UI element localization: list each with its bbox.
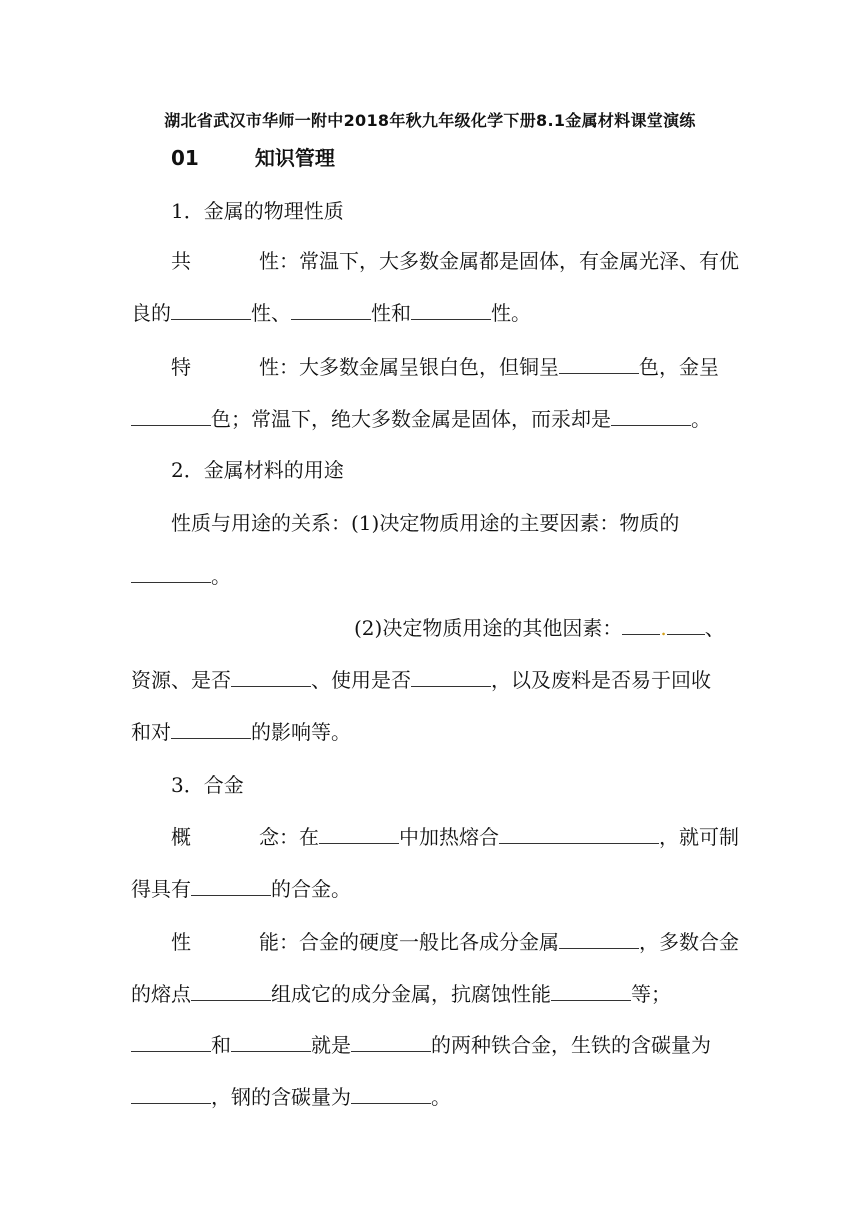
blank[interactable]: [351, 1081, 431, 1104]
blank[interactable]: [559, 351, 639, 374]
blank[interactable]: [171, 716, 251, 739]
blank[interactable]: [131, 403, 211, 426]
blank[interactable]: [667, 612, 705, 635]
blank[interactable]: [171, 297, 251, 320]
blank[interactable]: [191, 978, 271, 1001]
section-name: 知识管理: [254, 146, 335, 170]
relation-line-3: (2)决定物质用途的其他因素： . 、: [354, 612, 734, 643]
relation-line-5: 和对 的影响等。: [131, 716, 731, 747]
gainian-line-2: 得具有 的合金。: [131, 873, 731, 904]
blank[interactable]: [131, 1081, 211, 1104]
section-heading: [171, 143, 771, 173]
blank[interactable]: [351, 1029, 431, 1052]
gongxing-line-1: 共 性：常温下，大多数金属都是固体，有金属光泽、有优: [171, 249, 739, 273]
heading-1: 1．金属的物理性质: [171, 199, 344, 223]
blank[interactable]: [291, 297, 371, 320]
blank[interactable]: [411, 664, 491, 687]
blank[interactable]: [191, 873, 271, 896]
section-number: 01: [171, 146, 199, 170]
blank[interactable]: [231, 1029, 311, 1052]
texing-line-1: 特 性：大多数金属呈银白色，但铜呈 色，金呈: [171, 351, 731, 382]
xingneng-line-3: 和 就是 的两种铁合金，生铁的含碳量为: [131, 1029, 731, 1060]
blank[interactable]: [622, 612, 660, 635]
relation-line-1: 性质与用途的关系：(1)决定物质用途的主要因素：物质的: [171, 511, 680, 535]
xingneng-line-4: ，钢的含碳量为 。: [131, 1081, 731, 1112]
heading-2: 2．金属材料的用途: [171, 458, 344, 482]
document-title: 湖北省武汉市华师一附中2018年秋九年级化学下册8.1金属材料课堂演练: [164, 111, 696, 130]
gongxing-line-2: 良的 性、 性和 性。: [131, 297, 731, 328]
blank[interactable]: [319, 821, 399, 844]
heading-3: 3．合金: [171, 773, 244, 797]
blank[interactable]: [131, 1029, 211, 1052]
relation-line-2: 。: [131, 560, 731, 591]
blank[interactable]: [611, 403, 691, 426]
blank[interactable]: [131, 560, 211, 583]
gainian-line-1: 概 念：在 中加热熔合 ，就可制: [171, 821, 731, 852]
blank[interactable]: [559, 926, 639, 949]
relation-line-4: 资源、是否 、使用是否 ，以及废料是否易于回收: [131, 664, 731, 695]
blank[interactable]: [551, 978, 631, 1001]
xingneng-line-2: 的熔点 组成它的成分金属，抗腐蚀性能 等；: [131, 978, 731, 1009]
blank[interactable]: [499, 821, 659, 844]
xingneng-line-1: 性 能：合金的硬度一般比各成分金属 ，多数合金: [171, 926, 731, 957]
blank[interactable]: [231, 664, 311, 687]
texing-line-2: 色；常温下，绝大多数金属是固体，而汞却是 。: [131, 403, 731, 434]
blank[interactable]: [411, 297, 491, 320]
